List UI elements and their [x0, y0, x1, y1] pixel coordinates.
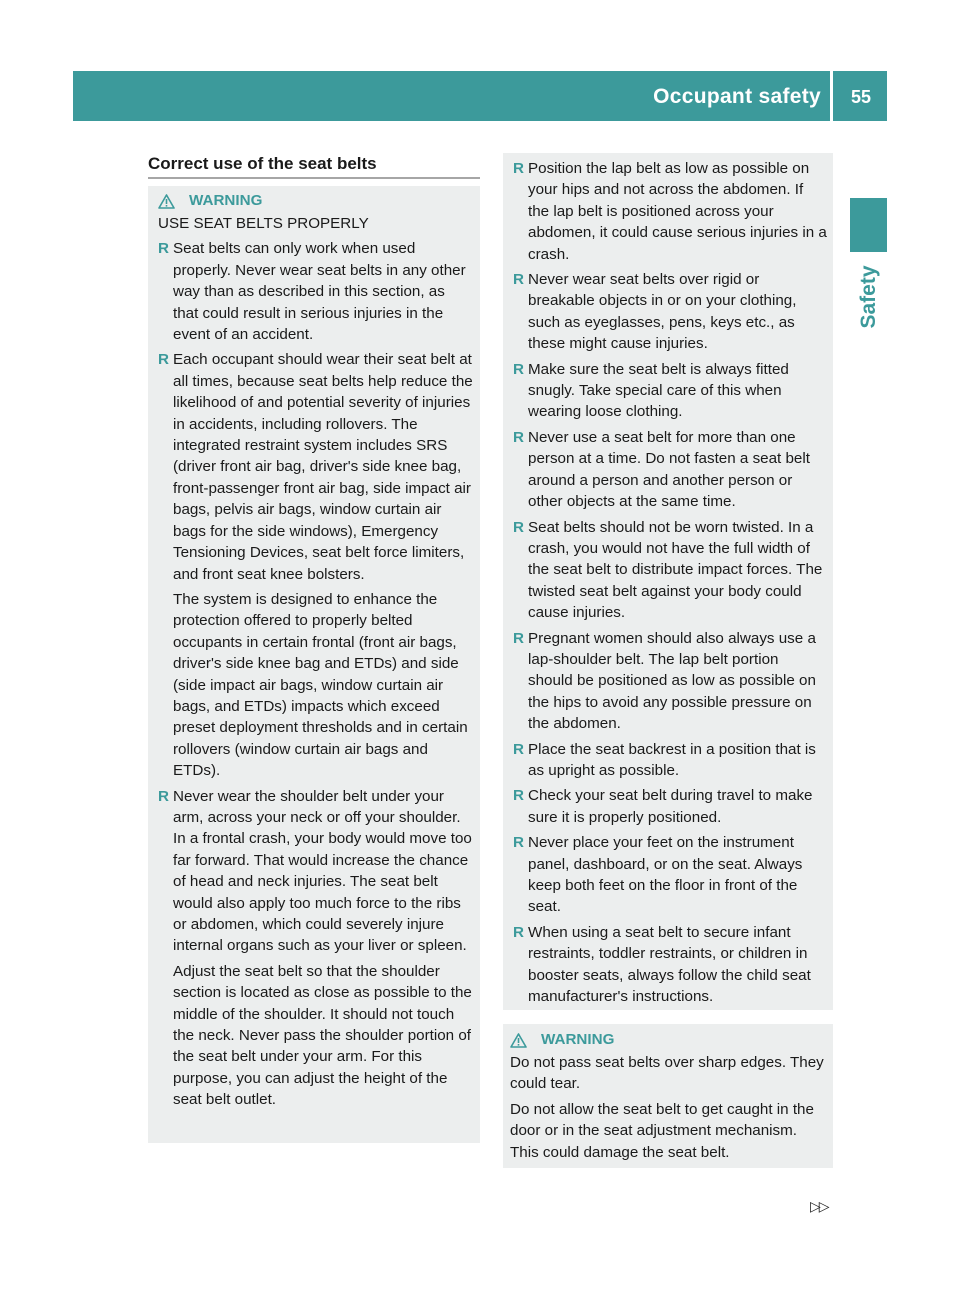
- bullet-mark: R: [158, 787, 169, 805]
- page-number: 55: [850, 87, 871, 107]
- list-item: [513, 427, 827, 513]
- bullet-mark: R: [513, 360, 524, 378]
- bullet-text: Never wear seat belts over rigid or breakable objects in or on your clothing, such as eyeglasses, pens, keys etc., as these might cause injuries.: [528, 271, 797, 353]
- bullet-text: Each occupant should wear their seat belt at all times, because seat belts help reduce the likelihood of and potential severity of injuries in accidents, including rollovers. The integrated restraint system includes SRS (driver front air bag, driver's side knee bag, front-passenger front air bag, side impact air bags, pelvis air bags, window curtain air bags for the side windows), Emergency Tensioning Devices, seat belt force limiters, and front seat knee bolsters.: [173, 351, 473, 583]
- warning-heading-text: WARNING: [189, 192, 263, 210]
- bullet-text: Pregnant women should also always use a lap-shoulder belt. The lap belt portion should be positioned as low as possible on the hips to avoid any possible pressure on the abdomen.: [528, 629, 816, 733]
- bullet-mark: R: [513, 923, 524, 941]
- bullet-continuation-paragraph: Adjust the seat belt so that the shoulder section is located as close as possible to the middle of the shoulder. It should not touch the neck. Never pass the shoulder portion of the seat belt under your arm. For this purpose, you can adjust the height of the seat belt outlet.: [173, 962, 472, 1109]
- bullet-text: Seat belts can only work when used properly. Never wear seat belts in any other way than as described in this section, as that could result in serious injuries in the event of an accident.: [173, 240, 466, 344]
- warning-box-sharp-edges: [503, 1024, 833, 1168]
- bullet-text: Make sure the seat belt is always fitted snugly. Take special care of this when wearing loose clothing.: [528, 360, 789, 421]
- warning-triangle-icon: [158, 194, 175, 209]
- warning-box-seat-belts: [148, 186, 480, 1143]
- warning-subtitle: USE SEAT BELTS PROPERLY: [158, 215, 369, 232]
- warning-heading: [510, 1028, 827, 1052]
- bullet-mark: R: [513, 518, 524, 536]
- warning-box-continued: [503, 153, 833, 1010]
- side-tab-label: Safety: [856, 265, 880, 329]
- header-bar: [73, 71, 887, 121]
- bullet-text: Never place your feet on the instrument panel, dashboard, or on the seat. Always keep both feet on the floor in front of the seat.: [528, 834, 803, 916]
- bullet-text: Place the seat backrest in a position that is as upright as possible.: [528, 740, 816, 779]
- next-page-arrows-icon: ▷▷: [810, 1198, 828, 1214]
- bullet-text: Never use a seat belt for more than one person at a time. Do not fasten a seat belt around a person and another person or other objects at the same time.: [528, 428, 810, 511]
- list-item: [513, 628, 827, 735]
- side-tab: [850, 258, 887, 336]
- warning-heading-text: WARNING: [541, 1031, 615, 1049]
- bullet-mark: R: [513, 787, 524, 805]
- header-title: Occupant safety: [653, 85, 821, 108]
- bullet-mark: R: [158, 351, 169, 369]
- bullet-text: When using a seat belt to secure infant restraints, toddler restraints, or children in booster seats, always follow the child seat manufacturer's instructions.: [528, 923, 811, 1006]
- bullet-text: Check your seat belt during travel to make sure it is properly positioned.: [528, 787, 813, 826]
- header-divider: [830, 71, 833, 121]
- section-title: Correct use of the seat belts: [148, 154, 377, 173]
- bullet-mark: R: [513, 160, 524, 177]
- bullet-text: Position the lap belt as low as possible on your hips and not across the abdomen. If the lap belt is positioned across your abdomen, it could cause serious injuries in a crash.: [528, 160, 827, 263]
- list-item: [513, 832, 827, 918]
- list-item: [158, 349, 474, 584]
- bullet-mark: R: [513, 428, 524, 446]
- bullet-text: Seat belts should not be worn twisted. In a crash, you would not have the full width of the seat belt to distribute impact forces. The twisted seat belt against your body could cause injuries.: [528, 518, 823, 622]
- list-item: [513, 785, 827, 828]
- bullet-text: Never wear the shoulder belt under your arm, across your neck or off your shoulder. In a frontal crash, your body would move too far forward. That would increase the chance of head and neck injuries. The seat belt would also apply too much force to the ribs or abdomen, which could severely injure internal organs such as your liver or spleen.: [173, 787, 472, 955]
- bullet-mark: R: [513, 740, 524, 758]
- bullet-continuation-paragraph: The system is designed to enhance the protection offered to properly belted occupants in certain frontal (front air bags, driver's side knee bag and ETDs) and side (side impact air bags, window curtain air bags, and ETDs) impacts which exceed preset deployment thresholds and in certain rollovers (window curtain air bags and ETDs).: [173, 590, 468, 780]
- bullet-mark: R: [513, 629, 524, 647]
- bullet-mark: R: [158, 240, 169, 258]
- warning-triangle-icon: [510, 1033, 527, 1048]
- list-item: [158, 786, 474, 957]
- warning-heading: [158, 189, 474, 213]
- warning-paragraph: Do not pass seat belts over sharp edges. They could tear.: [510, 1054, 824, 1093]
- warning-paragraph: Do not allow the seat belt to get caught in the door or in the seat adjustment mechanism. This could damage the seat belt.: [510, 1100, 814, 1161]
- list-item: [513, 739, 827, 782]
- list-item: [158, 238, 474, 345]
- list-item: [513, 158, 827, 265]
- bullet-mark: R: [513, 834, 524, 852]
- list-item: [513, 269, 827, 355]
- section-rule: [148, 177, 480, 179]
- list-item: [513, 922, 827, 1008]
- list-item: [513, 359, 827, 423]
- list-item: [513, 517, 827, 624]
- side-tab-block: [850, 198, 887, 252]
- bullet-mark: R: [513, 271, 524, 289]
